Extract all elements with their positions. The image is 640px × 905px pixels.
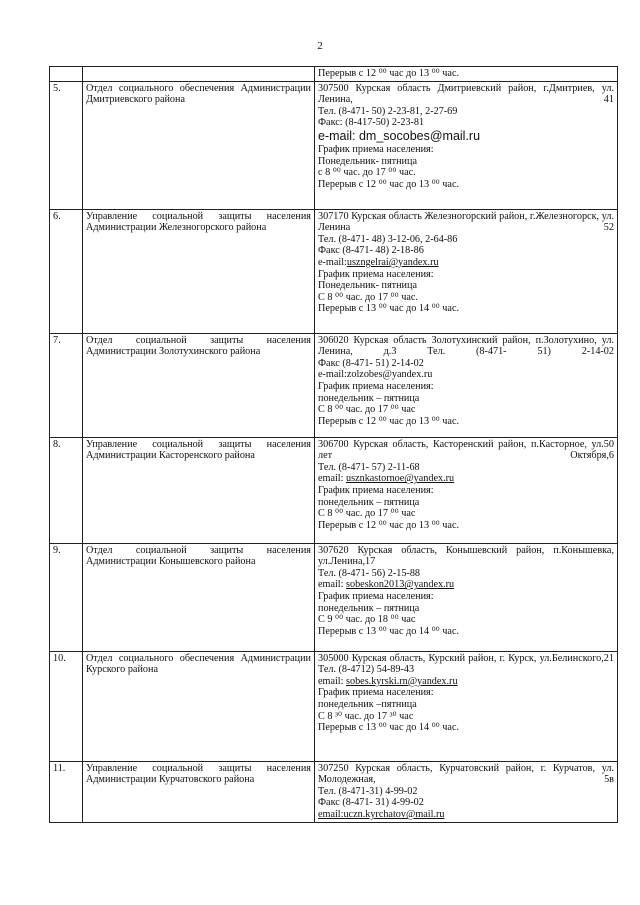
email-link[interactable]: uszngelrai@yandex.ru — [346, 256, 439, 268]
email-link[interactable]: usznkastornoe@yandex.ru — [346, 473, 455, 485]
work-days: понедельник –пятница — [318, 698, 417, 710]
table-row — [50, 651, 618, 761]
table-row — [50, 81, 618, 209]
schedule-title: График приема населения: — [318, 687, 434, 699]
row-number: 5. — [50, 81, 83, 209]
row-number: 6. — [50, 209, 83, 333]
address: 307500 Курская область Дмитриевский район, г.Дмитриев, ул. Ленина, 41 — [318, 82, 614, 106]
department-name: Управление социальной защиты населения Администрации Железногорского района — [83, 209, 315, 333]
department-name: Отдел социальной защиты населения Администрации Конышевского района — [83, 543, 315, 651]
work-days: понедельник – пятница — [318, 392, 420, 404]
break-hours: Перерыв с 13 ⁰⁰ час до 14 ⁰⁰ час. — [318, 722, 460, 734]
schedule-title: График приема населения: — [318, 484, 434, 496]
email: e-mail: dm_socobes@mail.ru — [318, 128, 481, 143]
email-link[interactable]: sobeskon2013@yandex.ru — [346, 579, 455, 591]
phone: Тел. (8-471- 56) 2-15-88 — [318, 567, 421, 579]
email: email: sobes.kyrski.rn@yandex.ru — [318, 675, 458, 687]
row-number: 10. — [50, 651, 83, 761]
work-days: Понедельник- пятница — [318, 155, 417, 167]
fax: Факс (8-471- 48) 2-18-86 — [318, 245, 424, 257]
email-link[interactable]: sobes.kyrski.rn@yandex.ru — [346, 675, 458, 687]
work-hours: С 8 ⁰⁰ час. до 17 ⁰⁰ час. — [318, 291, 418, 303]
table-row — [50, 209, 618, 333]
phone: Тел. (8-471- 48) 3-12-06, 2-64-86 — [318, 233, 458, 245]
schedule-title: График приема населения: — [318, 590, 434, 602]
email: email: usznkastornoe@yandex.ru — [318, 473, 455, 485]
schedule-title: График приема населения: — [318, 143, 434, 155]
work-days: Понедельник- пятница — [318, 280, 417, 292]
fax: Факс (8-471- 31) 4-99-02 — [318, 797, 424, 809]
phone: Тел. (8-471- 57) 2-11-68 — [318, 461, 420, 473]
break-hours: Перерыв с 12 ⁰⁰ час до 13 ⁰⁰ час. — [318, 178, 460, 190]
table-row — [50, 543, 618, 651]
phone: Тел. (8-471- 50) 2-23-81, 2-27-69 — [318, 105, 458, 117]
email: e-mail:uszngelrai@yandex.ru — [318, 256, 439, 268]
row-number: 11. — [50, 761, 83, 822]
address: 306700 Курская область, Касторенский район, п.Касторное, ул.50 лет Октября,6 — [318, 438, 614, 462]
phone: Тел. (8-4712) 54-89-43 — [318, 664, 415, 676]
break-hours: Перерыв с 12 ⁰⁰ час до 13 ⁰⁰ час. — [318, 68, 460, 79]
contact-info — [315, 209, 618, 333]
address: 306020 Курская область Золотухинский район, п.Золотухино, ул. Ленина, д.3 Тел. (8-471- 51) 2-14-02 — [318, 334, 614, 358]
contact-info — [315, 543, 618, 651]
department-name: Отдел социальной защиты населения Администрации Золотухинского района — [83, 333, 315, 437]
table-row — [50, 333, 618, 437]
email: e-mail:zolzobes@yandex.ru — [318, 369, 433, 381]
break-hours: Перерыв с 12 ⁰⁰ час до 13 ⁰⁰ час. — [318, 519, 460, 531]
break-hours: Перерыв с 12 ⁰⁰ час до 13 ⁰⁰ час. — [318, 415, 460, 427]
contact-info — [315, 651, 618, 761]
work-hours: С 8 ⁰⁰ час. до 17 ⁰⁰ час — [318, 508, 416, 520]
email: email: sobeskon2013@yandex.ru — [318, 579, 455, 591]
table-row — [50, 437, 618, 543]
department-name: Управление социальной защиты населения Администрации Касторенского района — [83, 437, 315, 543]
department-name: Отдел социального обеспечения Администрации Курского района — [83, 651, 315, 761]
contact-info — [315, 81, 618, 209]
row-number: 9. — [50, 543, 83, 651]
page-number: 2 — [317, 40, 323, 52]
schedule-title: График приема населения: — [318, 268, 434, 280]
work-hours: С 8 ⁰⁰ час. до 17 ⁰⁰ час — [318, 404, 416, 416]
departments-table — [49, 66, 618, 823]
break-hours: Перерыв с 13 ⁰⁰ час до 14 ⁰⁰ час. — [318, 625, 460, 637]
fax: Факс (8-471- 51) 2-14-02 — [318, 357, 424, 369]
email[interactable]: email:uczn.kyrchatov@mail.ru — [318, 808, 445, 820]
contact-info — [315, 761, 618, 822]
work-days: понедельник – пятница — [318, 602, 420, 614]
row-number: 7. — [50, 333, 83, 437]
address: 307620 Курская область, Конышевский район, п.Конышевка, ул.Ленина,17 — [318, 544, 614, 568]
address: 307250 Курская область, Курчатовский район, г. Курчатов, ул. Молодежная, 5в — [318, 762, 614, 786]
schedule-title: График приема населения: — [318, 380, 434, 392]
work-hours: с 8 ⁰⁰ час. до 17 ⁰⁰ час. — [318, 167, 416, 179]
table-row-continuation — [50, 67, 618, 82]
work-hours: С 8 ³⁰ час. до 17 ³⁰ час — [318, 710, 414, 722]
work-days: понедельник – пятница — [318, 496, 420, 508]
table-row — [50, 761, 618, 822]
department-name: Управление социальной защиты населения Администрации Курчатовского района — [83, 761, 315, 822]
fax: Факс: (8-417-50) 2-23-81 — [318, 117, 425, 129]
phone: Тел. (8-471-31) 4-99-02 — [318, 785, 418, 797]
department-name: Отдел социального обеспечения Администрации Дмитриевского района — [83, 81, 315, 209]
contact-info — [315, 333, 618, 437]
break-hours: Перерыв с 13 ⁰⁰ час до 14 ⁰⁰ час. — [318, 303, 460, 315]
address: 305000 Курская область, Курский район, г. Курск, ул.Белинского,21 — [318, 652, 614, 664]
address: 307170 Курская область Железногорский район, г.Железногорск, ул. Ленина 52 — [318, 210, 614, 234]
work-hours: С 9 ⁰⁰ час. до 18 ⁰⁰ час — [318, 614, 416, 626]
row-number: 8. — [50, 437, 83, 543]
contact-info — [315, 437, 618, 543]
